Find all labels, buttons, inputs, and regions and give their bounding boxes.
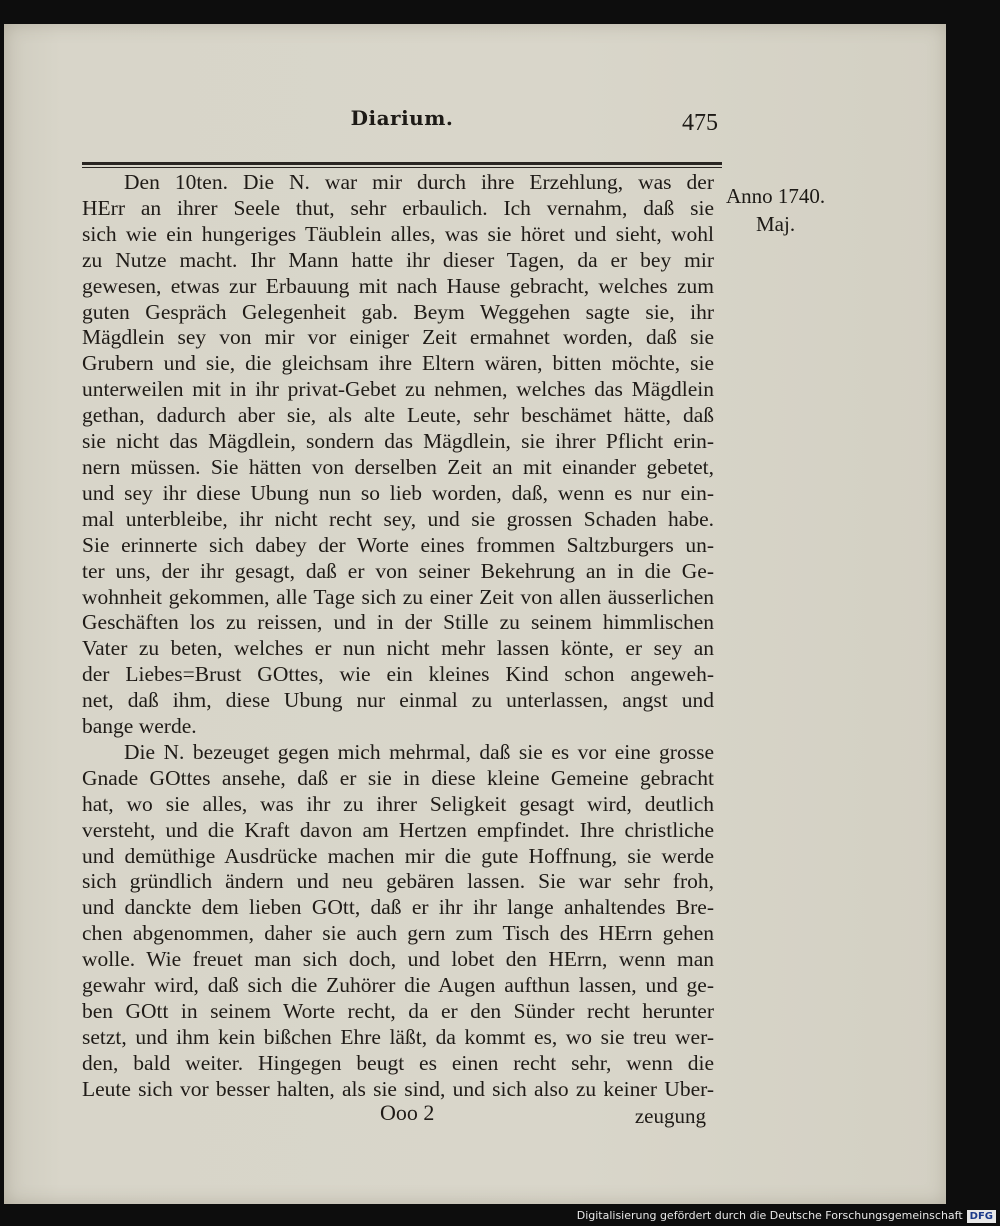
text-line: gewesen, etwas zur Erbauung mit nach Hause gebracht, welches zum	[82, 273, 714, 298]
margin-note	[726, 182, 846, 238]
text-line: setzt, und ihm kein bißchen Ehre läßt, da kommt es, wo sie treu wer-	[82, 1024, 714, 1049]
dfg-logo: DFG	[967, 1210, 996, 1223]
text-line: versteht, und die Kraft davon am Hertzen empfindet. Ihre christliche	[82, 817, 714, 842]
digitization-credit	[577, 1208, 996, 1224]
text-line: Gnade GOttes ansehe, daß er sie in diese kleine Gemeine gebracht	[82, 765, 714, 790]
running-head: Diarium.	[350, 106, 454, 130]
text-line: gewahr wird, daß sich die Zuhörer die Augen aufthun lassen, und ge-	[82, 973, 714, 998]
text-line: chen abgenommen, daher sie auch gern zum Tisch des HErrn gehen	[82, 921, 714, 946]
text-line: wolle. Wie freuet man sich doch, und lobet den HErrn, wenn man	[82, 947, 714, 972]
text-line: mal unterbleibe, ihr nicht recht sey, und sie grossen Schaden habe.	[82, 506, 714, 531]
text-line: Die N. bezeuget gegen mich mehrmal, daß sie es vor eine grosse	[124, 739, 714, 764]
text-line: und demüthige Ausdrücke machen mir die gute Hoffnung, sie werde	[82, 843, 714, 868]
signature-mark: Ooo 2	[380, 1100, 435, 1125]
text-line: zu Nutze macht. Ihr Mann hatte ihr dieser Tagen, da er bey mir	[82, 247, 714, 272]
text-line: Geschäften los zu reissen, und in der Stille zu seinem himmlischen	[82, 610, 714, 635]
text-line: unterweilen mit in ihr privat-Gebet zu nehmen, welches das Mägdlein	[82, 377, 714, 402]
text-line: sie nicht das Mägdlein, sondern das Mägdlein, sie ihrer Pflicht erin-	[82, 429, 714, 454]
text-line: Sie erinnerte sich dabey der Worte eines frommen Saltzburgers un-	[82, 532, 714, 557]
page-footer	[82, 1100, 714, 1130]
text-line: und danckte dem lieben GOtt, daß er ihr ihr lange anhaltendes Bre-	[82, 895, 714, 920]
text-line: Vater zu beten, welches er nun nicht mehr lassen könte, er sey an	[82, 636, 714, 661]
page-number: 475	[682, 110, 718, 136]
text-line: Mägdlein sey von mir vor einiger Zeit ermahnet worden, daß sie	[82, 325, 714, 350]
text-line: wohnheit gekommen, alle Tage sich zu einer Zeit von allen äusserlichen	[82, 584, 714, 609]
text-line: bange werde.	[82, 714, 197, 739]
text-line: und sey ihr diese Ubung nun so lieb worden, daß, wenn es nur ein-	[82, 480, 714, 505]
book-page	[4, 24, 946, 1204]
text-line: den, bald weiter. Hingegen beugt es einen recht sehr, wenn die	[82, 1050, 714, 1075]
text-line: der Liebes=Brust GOttes, wie ein kleines Kind schon angeweh-	[82, 662, 714, 687]
text-line: sich gründlich ändern und neu gebären lassen. Sie war sehr froh,	[82, 869, 714, 894]
header-rule	[82, 162, 722, 168]
text-line: ben GOtt in seinem Worte recht, da er den Sünder recht herunter	[82, 999, 714, 1023]
body-text	[82, 170, 714, 1103]
text-line: gethan, dadurch aber sie, als alte Leute, sehr beschämet hätte, daß	[82, 403, 714, 428]
text-line: ter uns, der ihr gesagt, daß er von seiner Bekehrung an in die Ge-	[82, 558, 714, 583]
text-line: Grubern und sie, die gleichsam ihre Eltern wären, bitten möchte, sie	[82, 351, 714, 376]
text-line: HErr an ihrer Seele thut, sehr erbaulich. Ich vernahm, daß sie	[82, 195, 714, 220]
credit-text: Digitalisierung gefördert durch die Deutsche Forschungsgemeinschaft	[576, 1209, 963, 1222]
text-line: guten Gespräch Gelegenheit gab. Beym Weggehen sagte sie, ihr	[82, 299, 714, 324]
text-line: hat, wo sie alles, was ihr zu ihrer Seligkeit gesagt wird, deutlich	[82, 791, 714, 816]
text-line: sich wie ein hungeriges Täublein alles, was sie höret und sieht, wohl	[82, 221, 714, 246]
page-header	[82, 100, 722, 140]
text-line: Leute sich vor besser halten, als sie sind, und sich also zu keiner Uber-	[82, 1076, 714, 1101]
catchword: zeugung	[634, 1104, 706, 1128]
text-line: net, daß ihm, diese Ubung nur einmal zu unterlassen, angst und	[82, 688, 714, 713]
margin-note-year: Anno 1740.	[726, 184, 826, 208]
text-line: nern müssen. Sie hätten von derselben Zeit an mit einander gebetet,	[82, 454, 714, 479]
margin-note-month: Maj.	[756, 212, 796, 236]
text-line: Den 10ten. Die N. war mir durch ihre Erzehlung, was der	[124, 170, 714, 194]
